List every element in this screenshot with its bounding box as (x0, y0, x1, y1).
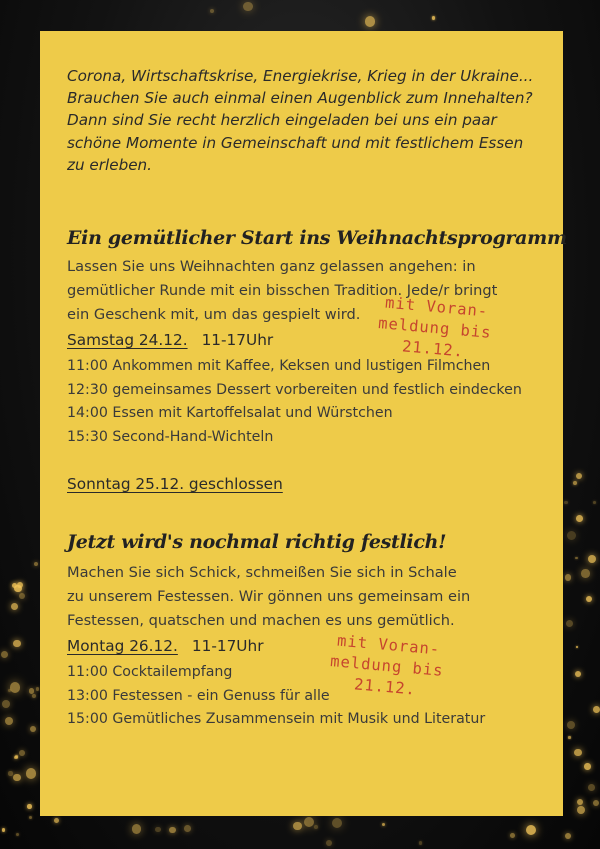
sparkle-dot (576, 473, 582, 479)
sparkle-dot (29, 816, 32, 819)
sparkle-dot (27, 804, 31, 808)
sparkle-dot (210, 9, 214, 13)
event-time: 11-17Uhr (191, 637, 264, 655)
sparkle-dot (581, 569, 589, 577)
description-line: Machen Sie sich Schick, schmeißen Sie sich in Schale (67, 564, 457, 581)
sparkle-dot (568, 736, 570, 738)
sparkle-dot (26, 768, 36, 778)
section-heading-festlich: Jetzt wird's nochmal richtig festlich! (67, 531, 447, 553)
sparkle-dot (32, 694, 36, 698)
sparkle-dot (14, 585, 21, 592)
sparkle-dot (1, 651, 8, 658)
schedule-monday (67, 661, 547, 732)
stamp-line: meldung bis (377, 314, 493, 342)
description-line: Lassen Sie uns Weihnachten ganz gelassen angehen: in (67, 258, 476, 275)
sparkle-dot (586, 596, 592, 602)
sparkle-dot (576, 646, 578, 648)
section2-description (67, 561, 537, 634)
sparkle-dot (419, 841, 422, 844)
sparkle-dot (8, 689, 11, 692)
sparkle-dot (34, 562, 38, 566)
sparkle-dot (19, 593, 25, 599)
sparkle-dot (567, 721, 575, 729)
sparkle-dot (184, 825, 191, 832)
closed-notice: Sonntag 25.12. geschlossen (67, 475, 283, 493)
event-dateline-monday (67, 637, 264, 655)
sparkle-dot (17, 582, 23, 588)
sparkle-dot (12, 583, 17, 588)
sparkle-dot (14, 756, 18, 760)
sparkle-dot (332, 818, 342, 828)
event-date: Montag 26.12. (67, 637, 178, 655)
sparkle-dot (8, 771, 12, 775)
sparkle-dot (30, 726, 36, 732)
sparkle-dot (365, 16, 375, 26)
sparkle-dot (576, 515, 583, 522)
sparkle-dot (593, 800, 599, 806)
sparkle-dot (526, 825, 536, 835)
sparkle-dot (588, 555, 596, 563)
sparkle-dot (54, 818, 59, 823)
stamp-line: 21.12. (353, 675, 417, 699)
sparkle-dot (382, 823, 386, 827)
intro-line: zu erleben. (67, 155, 153, 174)
event-date: Samstag 24.12. (67, 331, 188, 349)
sparkle-dot (132, 824, 141, 833)
section-heading-weihnachtsprogramm: Ein gemütlicher Start ins Weihnachtsprogramm (67, 227, 567, 249)
sparkle-dot (304, 817, 315, 828)
schedule-item: 15:30 Second-Hand-Wichteln (67, 428, 274, 445)
sparkle-dot (293, 822, 302, 831)
sparkle-dot (565, 833, 571, 839)
sparkle-dot (593, 706, 600, 713)
sparkle-dot (314, 825, 318, 829)
sparkle-dot (577, 799, 584, 806)
sparkle-dot (510, 833, 515, 838)
stamp-line: 21.12. (401, 337, 465, 361)
sparkle-dot (326, 840, 332, 846)
description-line: zu unserem Festessen. Wir gönnen uns gemeinsam ein (67, 588, 471, 606)
description-line: ein Geschenk mit, um das gespielt wird. (67, 306, 361, 324)
sparkle-dot (10, 682, 21, 693)
sparkle-dot (584, 763, 590, 769)
sparkle-dot (13, 774, 20, 781)
registration-stamp (375, 292, 494, 365)
stamp-line: mit Voran- (336, 631, 441, 659)
schedule-item: 14:00 Essen mit Kartoffelsalat und Würstchen (67, 405, 393, 422)
intro-line: Brauchen Sie auch einmal einen Augenblick zum Innehalten? (67, 89, 533, 108)
sparkle-dot (573, 481, 577, 485)
sparkle-dot (588, 784, 595, 791)
schedule-item: 11:00 Cocktailempfang (67, 664, 233, 680)
intro-line: Corona, Wirtschaftskrise, Energiekrise, Krieg in der Ukraine... (67, 67, 534, 85)
sparkle-dot (36, 687, 40, 691)
event-time: 11-17Uhr (201, 331, 274, 349)
sparkle-dot (19, 750, 25, 756)
sparkle-dot (565, 574, 571, 580)
intro-line: schöne Momente in Gemeinschaft und mit festlichem Essen (67, 133, 524, 152)
sparkle-dot (432, 16, 435, 19)
sparkle-dot (593, 501, 596, 504)
sparkle-dot (2, 828, 6, 832)
sparkle-dot (5, 717, 13, 725)
event-dateline-saturday (67, 331, 273, 349)
sparkle-dot (575, 671, 581, 677)
schedule-saturday (67, 355, 547, 449)
description-line: Festessen, quatschen und machen es uns gemütlich. (67, 612, 455, 630)
sparkle-dot (169, 827, 175, 833)
sparkle-dot (564, 501, 568, 505)
sparkle-dot (566, 620, 574, 628)
schedule-item: 11:00 Ankommen mit Kaffee, Keksen und lustigen Filmchen (67, 358, 491, 374)
schedule-item: 12:30 gemeinsames Dessert vorbereiten und festlich eindecken (67, 381, 522, 398)
sparkle-dot (29, 688, 35, 694)
stamp-line: mit Voran- (384, 293, 489, 321)
stamp-line: meldung bis (329, 652, 445, 680)
schedule-item: 13:00 Festessen - ein Genuss für alle (67, 687, 330, 704)
sparkle-dot (577, 806, 585, 814)
sparkle-dot (2, 700, 10, 708)
sparkle-dot (575, 557, 578, 560)
sparkle-dot (11, 603, 18, 610)
description-line: gemütlicher Runde mit ein bisschen Tradition. Jede/r bringt (67, 282, 498, 300)
intro-line: Dann sind Sie recht herzlich eingeladen bei uns ein paar (67, 111, 497, 130)
sparkle-dot (574, 749, 582, 757)
sparkle-dot (567, 531, 576, 540)
sparkle-dot (155, 827, 161, 833)
intro-text (67, 65, 537, 176)
sparkle-dot (13, 640, 20, 647)
flyer-panel (40, 31, 567, 816)
sparkle-dot (16, 833, 19, 836)
sparkle-dot (243, 2, 252, 11)
schedule-item: 15:00 Gemütliches Zusammensein mit Musik und Literatur (67, 711, 486, 728)
sparkle-dot (15, 755, 17, 757)
